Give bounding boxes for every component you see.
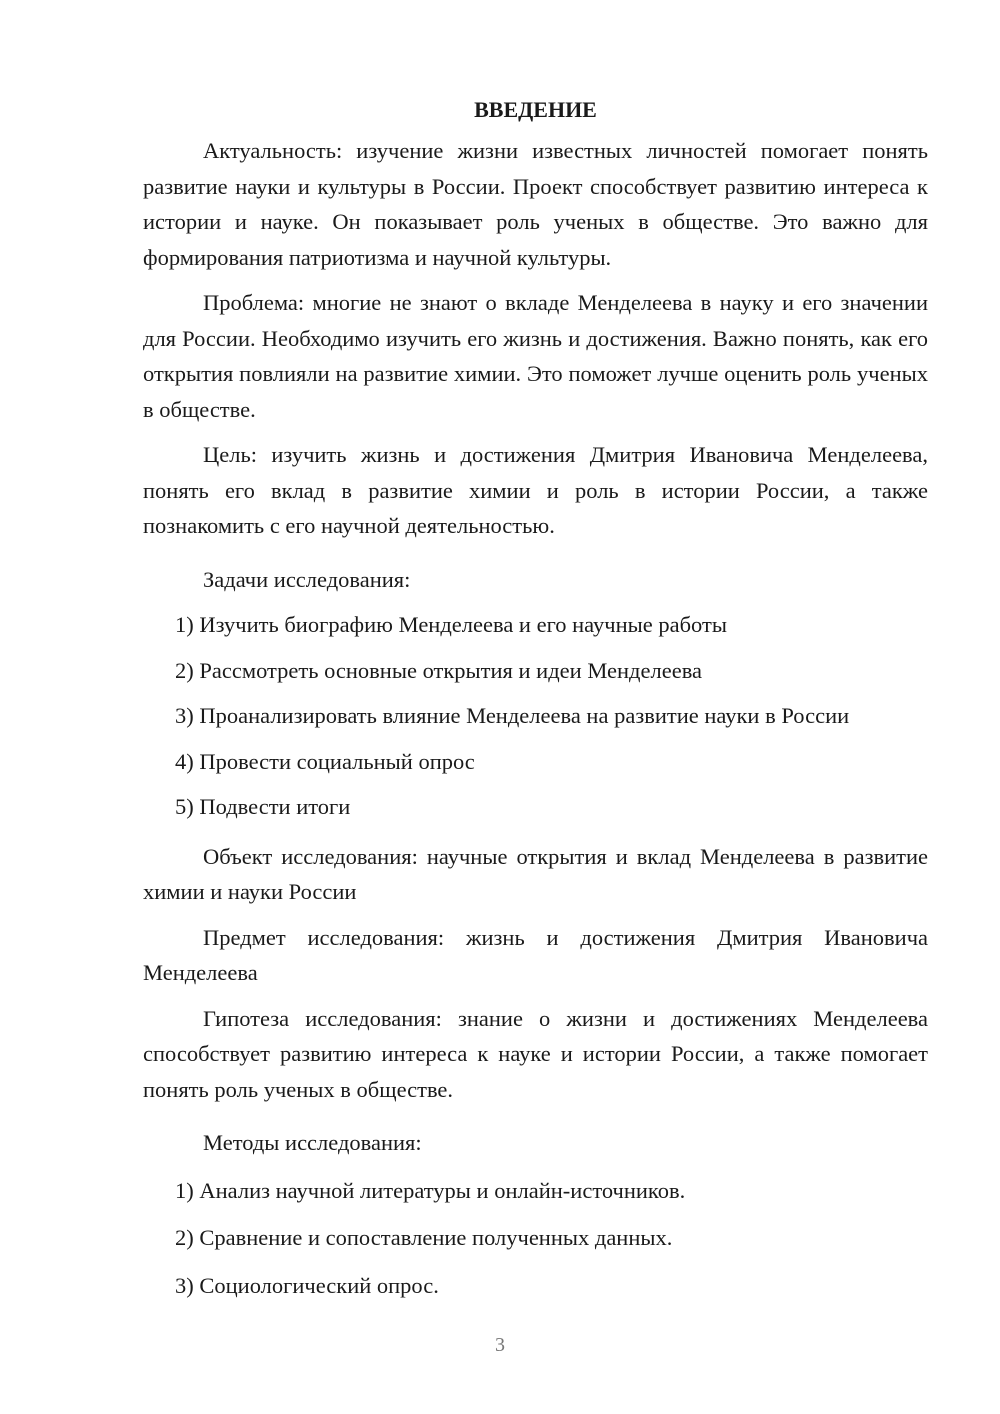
paragraph-relevance: Актуальность: изучение жизни известных личностей помогает понять развитие науки и культуры в России. Проект способствует развитию интереса к истории и науке. Он показывает роль ученых в обществе. Это важно для формирования патриотизма и научной культуры. [143,138,928,270]
list-item: 3) Проанализировать влияние Менделеева на развитие науки в России [175,703,850,728]
list-item: 5) Подвести итоги [175,794,351,819]
page-body [143,92,928,1303]
paragraph-goal: Цель: изучить жизнь и достижения Дмитрия Ивановича Менделеева, понять его вклад в развитие химии и роль в истории России, а также познакомить с его научной деятельностью. [143,442,928,538]
section-title: ВВЕДЕНИЕ [474,97,597,122]
paragraph-subject: Предмет исследования: жизнь и достижения Дмитрия Ивановича Менделеева [143,924,928,985]
list-item: 4) Провести социальный опрос [175,748,475,774]
tasks-list [143,607,928,825]
methods-list [143,1173,928,1304]
paragraph-hypothesis: Гипотеза исследования: знание о жизни и достижениях Менделеева способствует развитию интереса к науке и истории России, а также помогает понять роль ученых в обществе. [143,1005,928,1102]
paragraph-problem: Проблема: многие не знают о вкладе Менделеева в науку и его значении для России. Необходимо изучить его жизнь и достижения. Важно понять, как его открытия повлияли на развитие химии. Это поможет лучше оценить роль ученых в обществе. [143,290,928,422]
list-item: 2) Рассмотреть основные открытия и идеи Менделеева [175,657,703,683]
paragraph-object: Объект исследования: научные открытия и вклад Менделеева в развитие химии и науки России [143,843,928,904]
list-item: 1) Изучить биографию Менделеева и его научные работы [175,612,727,637]
list-item: 1) Анализ научной литературы и онлайн-источников. [175,1177,686,1203]
tasks-heading: Задачи исследования: [203,566,411,592]
page-number: 3 [495,1334,505,1356]
list-item: 3) Социологический опрос. [175,1272,439,1298]
methods-heading: Методы исследования: [203,1130,422,1155]
list-item: 2) Сравнение и сопоставление полученных данных. [175,1225,673,1250]
